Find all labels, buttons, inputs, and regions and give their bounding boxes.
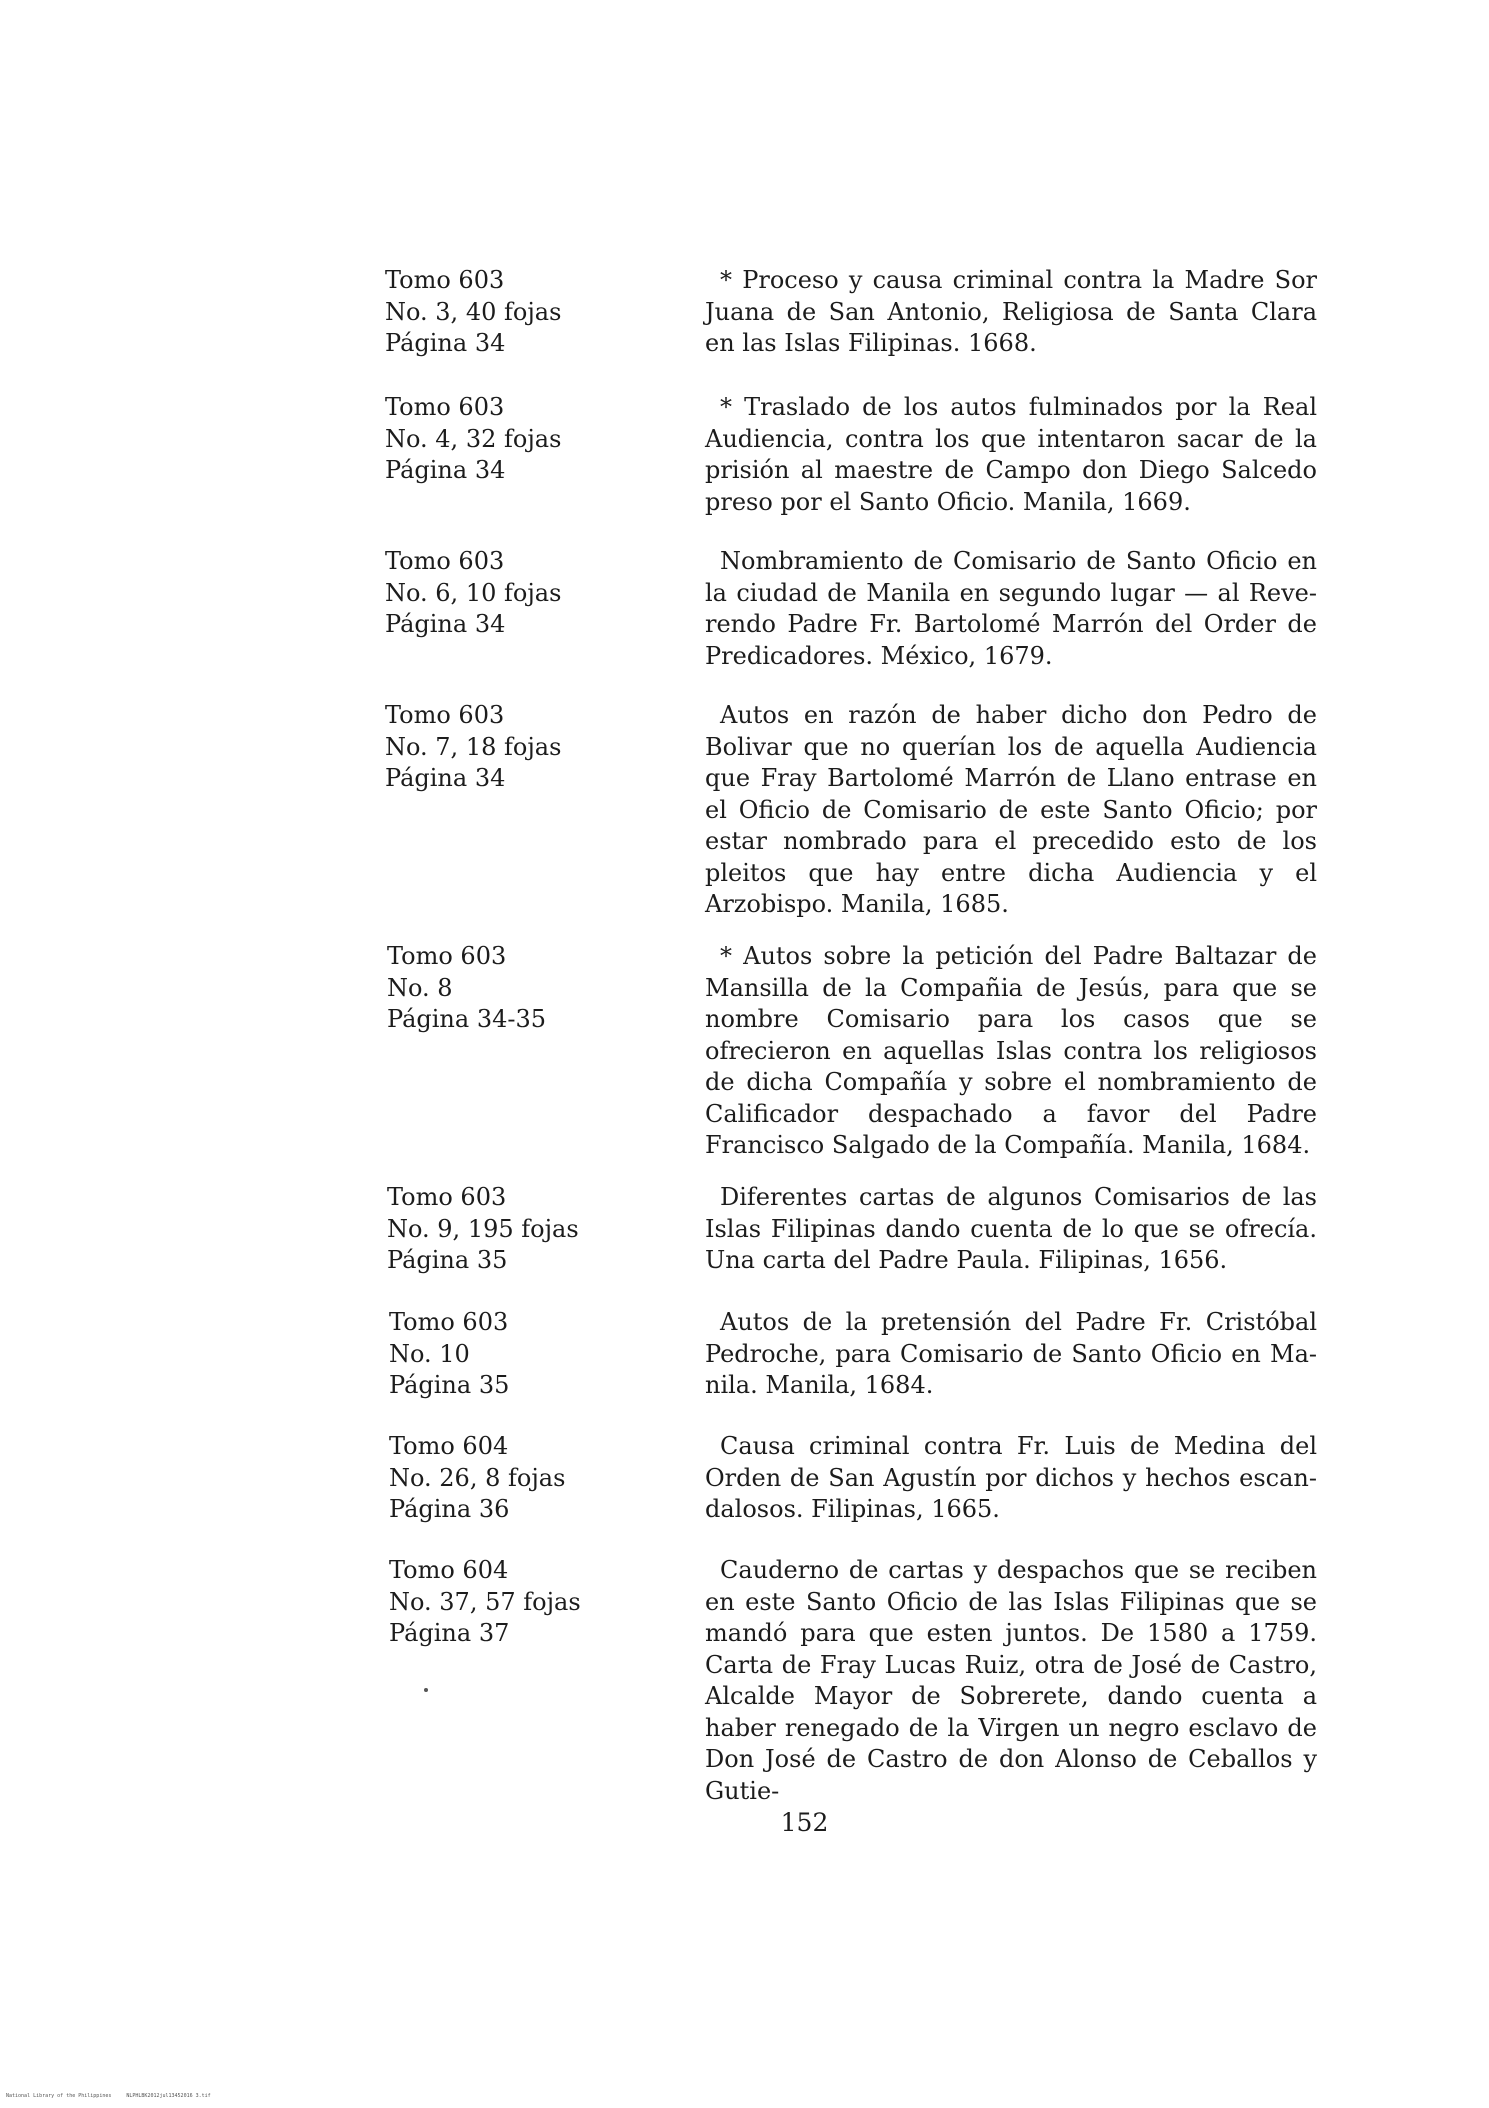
tomo-label: Tomo 604 — [389, 1556, 509, 1584]
number-label: No. 8 — [387, 973, 453, 1002]
entry-description: Nombramiento de Comisario de Santo Oficio en la ciudad de Manila en segundo lugar — al Reverendo Padre Fr. Bartolomé Marrón del Order de Predicadores. México, 1679. — [705, 547, 1317, 670]
page-label: Página 34 — [385, 329, 506, 357]
number-label: No. 9, 195 fojas — [387, 1214, 579, 1243]
entry-description: * Proceso y causa criminal contra la Madre Sor Juana de San Antonio, Religiosa de Santa Clara en las Islas Filipinas. 1668. — [705, 266, 1317, 357]
number-label: No. 10 — [389, 1339, 470, 1368]
entry-reference — [385, 392, 685, 487]
page-label: Página 36 — [389, 1495, 510, 1523]
entry-description: * Autos sobre la petición del Padre Baltazar de Mansilla de la Compañia de Jesús, para que se nombre Comisario para los casos que se ofrecieron en aquellas Islas contra los religiosos de dicha Compañía y sobre el nombramiento de Calificador despachado a favor del Padre Francisco Salgado de la Compañía. Manila, 1684. — [705, 942, 1317, 1159]
page-label: Página 35 — [389, 1371, 510, 1399]
page-label: Página 34-35 — [387, 1005, 546, 1033]
entry-reference — [387, 941, 687, 1036]
number-label: No. 37, 57 fojas — [389, 1587, 581, 1616]
tomo-label: Tomo 603 — [385, 266, 505, 294]
file-id: NLPHLBK2012jul13452016 3.tif — [126, 2093, 211, 2099]
entry-reference — [385, 700, 685, 795]
entry-reference — [389, 1307, 689, 1402]
entry-reference — [389, 1555, 689, 1650]
entry-reference — [389, 1431, 689, 1526]
tomo-label: Tomo 604 — [389, 1432, 509, 1460]
entry-reference — [387, 1182, 687, 1277]
number-label: No. 7, 18 fojas — [385, 732, 562, 761]
entry-description: Causa criminal contra Fr. Luis de Medina del Orden de San Agustín por dichos y hechos escandalosos. Filipinas, 1665. — [705, 1432, 1317, 1523]
page-label: Página 34 — [385, 610, 506, 638]
scan-footer — [6, 2093, 223, 2099]
page-label: Página 34 — [385, 764, 506, 792]
page-label: Página 35 — [387, 1246, 508, 1274]
entry-reference — [385, 265, 685, 360]
entry-description: Autos en razón de haber dicho don Pedro de Bolivar que no querían los de aquella Audiencia que Fray Bartolomé Marrón de Llano entrase en el Oficio de Comisario de este Santo Oficio; por estar nombrado para el precedido esto de los pleitos que hay entre dicha Audiencia y el Arzobispo. Manila, 1685. — [705, 701, 1317, 918]
page-label: Página 34 — [385, 456, 506, 484]
tomo-label: Tomo 603 — [385, 701, 505, 729]
entry-description: Autos de la pretensión del Padre Fr. Cristóbal Pedroche, para Comisario de Santo Oficio en Manila. Manila, 1684. — [705, 1308, 1317, 1399]
number-label: No. 4, 32 fojas — [385, 424, 562, 453]
tomo-label: Tomo 603 — [387, 942, 507, 970]
number-label: No. 26, 8 fojas — [389, 1463, 566, 1492]
scan-speck — [424, 1688, 428, 1692]
number-label: No. 6, 10 fojas — [385, 578, 562, 607]
number-label: No. 3, 40 fojas — [385, 297, 562, 326]
page-number: 152 — [780, 1808, 829, 1837]
library-name: National Library of the Philippines — [6, 2093, 112, 2099]
tomo-label: Tomo 603 — [385, 393, 505, 421]
tomo-label: Tomo 603 — [389, 1308, 509, 1336]
entry-description: Diferentes cartas de algunos Comisarios de las Islas Filipinas dando cuenta de lo que se ofrecía. Una carta del Padre Paula. Filipinas, 1656. — [705, 1183, 1317, 1274]
tomo-label: Tomo 603 — [387, 1183, 507, 1211]
entry-description: * Traslado de los autos fulminados por la Real Audiencia, contra los que intentaron sacar de la prisión al maestre de Campo don Diego Salcedo preso por el Santo Oficio. Manila, 1669. — [705, 393, 1317, 516]
tomo-label: Tomo 603 — [385, 547, 505, 575]
entry-reference — [385, 546, 685, 641]
entry-description: Cauderno de cartas y despachos que se reciben en este Santo Oficio de las Islas Filipinas que se mandó para que esten juntos. De 1580 a 1759. Carta de Fray Lucas Ruiz, otra de José de Castro, Alcalde Mayor de Sobrerete, dando cuenta a haber renegado de la Virgen un negro esclavo de Don José de Castro de don Alonso de Ceballos y Gutie- — [705, 1556, 1317, 1805]
page-label: Página 37 — [389, 1619, 510, 1647]
